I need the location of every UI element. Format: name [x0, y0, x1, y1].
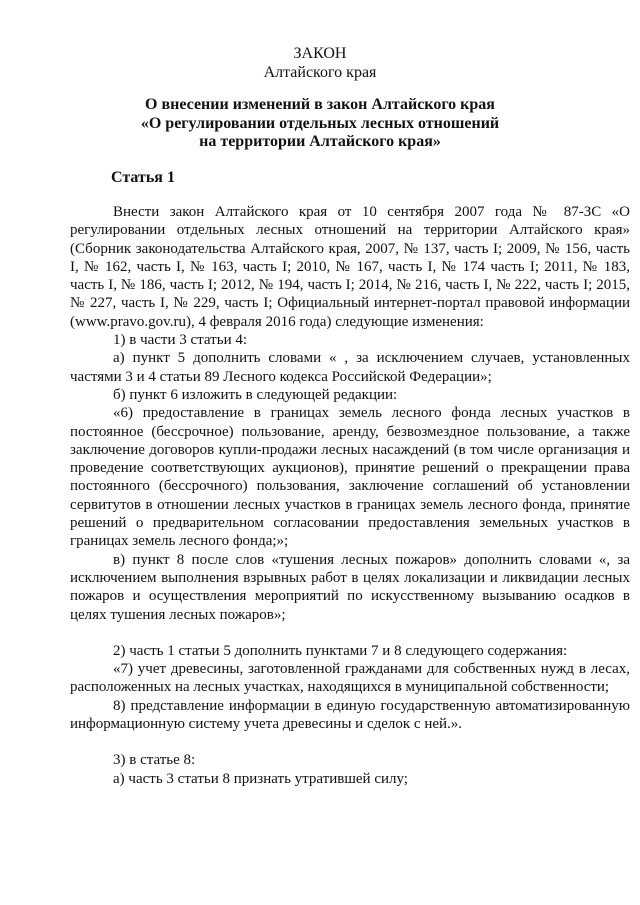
article-intro: Внести закон Алтайского края от 10 сентября 2007 года № 87-ЗС «О регулировании отдельных лесных отношений на территории Алтайского края» (Сборник законодательства Алтайского края, 2007, № 137, часть I; 2009, № 156, часть I, № 162, часть I, № 163, часть I; 2010, № 167, часть I, № 174 часть I; 2011, № 183, часть I, № 186, часть I; 2012, № 194, часть I; 2014, № 216, часть I, № 222, часть I; 2015, № 227, часть I, № 229, часть I; Официальный интернет-портал правовой информации (www.pravo.gov.ru), 4 февраля 2016 года) следующие изменения: [70, 204, 630, 330]
document-region: Алтайского края [263, 64, 377, 81]
document-title [0, 96, 640, 152]
list-item: 8) представление информации в единую государственную автоматизированную информационную систему учета древесины и сделок с ней.». [70, 697, 630, 733]
list-item: в) пункт 8 после слов «тушения лесных пожаров» дополнить словами «, за исключением выполнения взрывных работ в целях локализации и ликвидации лесных пожаров и осуществления мероприятий по искусственному вызыванию осадков в целях тушения лесных пожаров»; [70, 551, 630, 623]
spacer [70, 624, 630, 642]
spacer [70, 733, 630, 751]
list-item: 3) в статье 8: [113, 752, 196, 769]
title-line: «О регулировании отдельных лесных отношений [140, 114, 500, 132]
article-body [70, 203, 630, 788]
list-item: а) часть 3 статьи 8 признать утратившей силу; [113, 770, 408, 787]
list-item: «6) предоставление в границах земель лесного фонда лесных участков в постоянное (бессрочное) пользование, аренду, безвозмездное пользование, а также заключение договоров купли-продажи лесных насаждений (в том числе организация и проведение соответствующих аукционов), принятие решений о прекращении права постоянного (бессрочного) пользования, заключение соглашений об установлении сервитутов в отношении лесных участков в границах земель лесного фонда, принятие решений о предварительном согласовании предоставления земельных участков в границах земель лесного фонда;»; [70, 405, 630, 550]
list-item: б) пункт 6 изложить в следующей редакции: [113, 386, 398, 403]
title-line: на территории Алтайского края» [199, 133, 441, 150]
list-item: «7) учет древесины, заготовленной гражданами для собственных нужд в лесах, расположенных на лесных участках, находящихся в муниципальной собственности; [70, 661, 630, 696]
list-item: а) пункт 5 дополнить словами « , за исключением случаев, установленных частями 3 и 4 статьи 89 Лесного кодекса Российской Федерации»; [70, 350, 630, 385]
document-type: ЗАКОН [293, 45, 347, 62]
list-item: 2) часть 1 статьи 5 дополнить пунктами 7 и 8 следующего содержания: [113, 642, 568, 659]
article-heading: Статья 1 [111, 169, 175, 186]
list-item: 1) в части 3 статьи 4: [113, 332, 248, 349]
title-line: О внесении изменений в закон Алтайского края [145, 96, 495, 113]
